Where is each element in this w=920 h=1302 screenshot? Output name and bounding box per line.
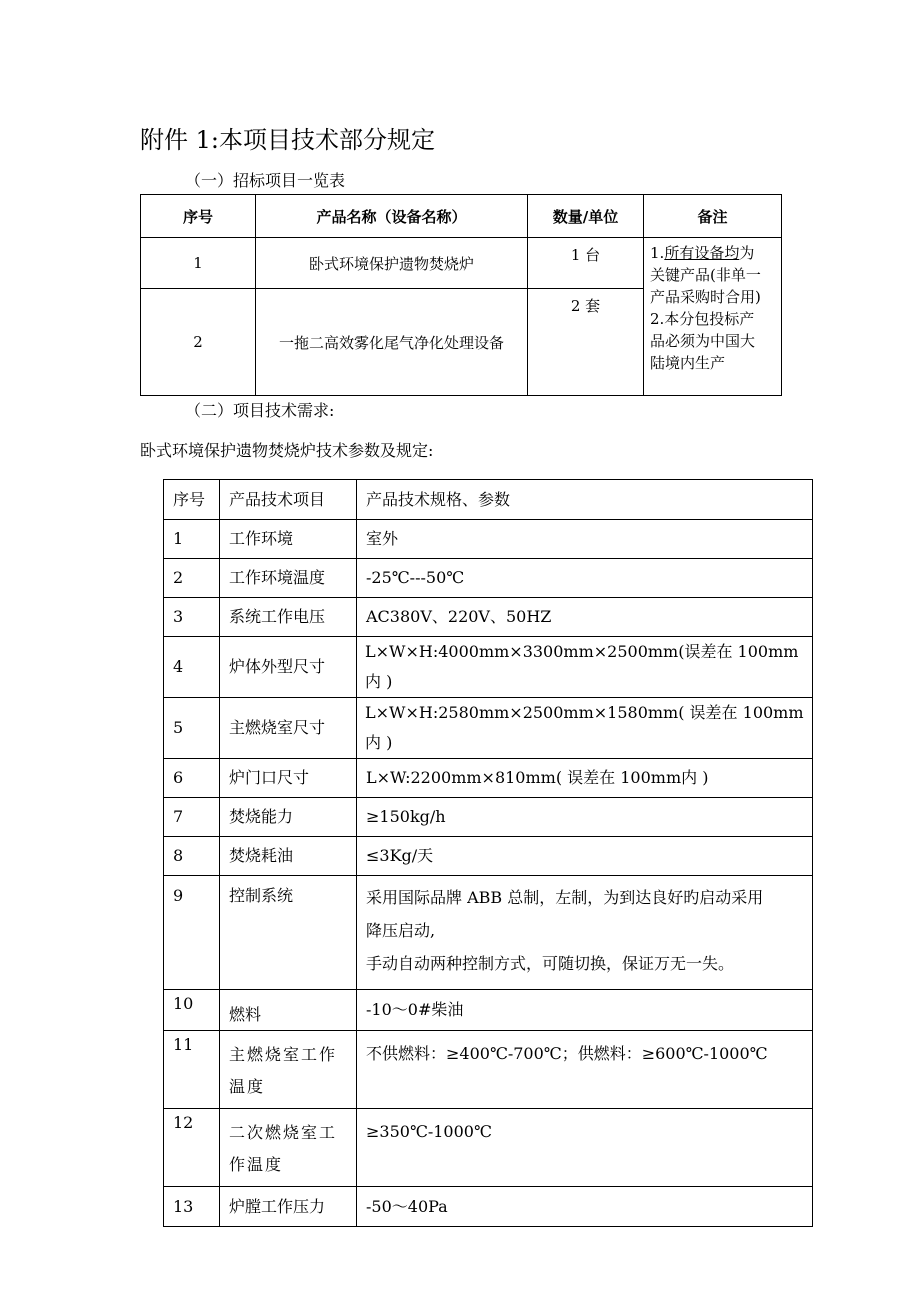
product-name: 一拖二高效雾化尾气净化处理设备 bbox=[256, 289, 528, 396]
quantity: 2 套 bbox=[528, 289, 644, 396]
table-row bbox=[164, 798, 813, 837]
row-number: 10 bbox=[164, 990, 220, 1031]
row-number: 1 bbox=[164, 520, 220, 559]
table-header-row bbox=[164, 480, 813, 520]
row-number: 2 bbox=[141, 289, 256, 396]
row-number: 6 bbox=[164, 759, 220, 798]
table-row bbox=[141, 238, 782, 289]
row-number: 13 bbox=[164, 1187, 220, 1227]
tech-item: 焚烧耗油 bbox=[220, 837, 357, 876]
column-header: 数量/单位 bbox=[528, 195, 644, 238]
underlined-text: 所有设备均 bbox=[664, 244, 740, 262]
column-header: 备注 bbox=[644, 195, 782, 238]
tech-spec: AC380V、220V、50HZ bbox=[357, 598, 813, 637]
table-header-row bbox=[141, 195, 782, 238]
tech-spec: 不供燃料：≥400℃-700℃；供燃料：≥600℃-1000℃ bbox=[357, 1031, 813, 1109]
row-number: 1 bbox=[141, 238, 256, 289]
row-number: 9 bbox=[164, 876, 220, 990]
table-row bbox=[164, 559, 813, 598]
tech-spec: L×W×H:2580mm×2500mm×1580mm( 误差在 100mm内 ) bbox=[357, 698, 813, 759]
tech-item: 炉门口尺寸 bbox=[220, 759, 357, 798]
row-number: 3 bbox=[164, 598, 220, 637]
bidding-items-table bbox=[140, 194, 782, 396]
section-heading-1: （一）招标项目一览表 bbox=[185, 171, 346, 190]
tech-spec: ≥150kg/h bbox=[357, 798, 813, 837]
row-number: 11 bbox=[164, 1031, 220, 1109]
column-header: 序号 bbox=[141, 195, 256, 238]
table-row bbox=[164, 837, 813, 876]
sub-heading: 卧式环境保护遗物焚烧炉技术参数及规定: bbox=[140, 441, 434, 460]
tech-item: 主燃烧室工作温度 bbox=[220, 1031, 357, 1109]
column-header: 产品技术项目 bbox=[220, 480, 357, 520]
product-name: 卧式环境保护遗物焚烧炉 bbox=[256, 238, 528, 289]
tech-item: 工作环境 bbox=[220, 520, 357, 559]
row-number: 4 bbox=[164, 637, 220, 698]
tech-item: 炉膛工作压力 bbox=[220, 1187, 357, 1227]
section-heading-2: （二）项目技术需求: bbox=[185, 401, 335, 420]
row-number: 7 bbox=[164, 798, 220, 837]
tech-item: 主燃烧室尺寸 bbox=[220, 698, 357, 759]
tech-item: 燃料 bbox=[220, 990, 357, 1031]
tech-item: 焚烧能力 bbox=[220, 798, 357, 837]
tech-spec: -10～0#柴油 bbox=[357, 990, 813, 1031]
tech-spec: ≤3Kg/天 bbox=[357, 837, 813, 876]
row-number: 2 bbox=[164, 559, 220, 598]
table-row bbox=[164, 598, 813, 637]
tech-spec: -50～40Pa bbox=[357, 1187, 813, 1227]
row-number: 5 bbox=[164, 698, 220, 759]
tech-spec-table bbox=[163, 479, 813, 1227]
tech-spec: 采用国际品牌 ABB 总制，左制，为到达良好旳启动采用 降压启动, 手动自动两种控制方式，可随切换，保证万无一失。 bbox=[357, 876, 813, 990]
table-row bbox=[164, 876, 813, 990]
table-row bbox=[164, 1187, 813, 1227]
tech-item: 系统工作电压 bbox=[220, 598, 357, 637]
table-row bbox=[164, 698, 813, 759]
quantity: 1 台 bbox=[528, 238, 644, 289]
tech-item: 炉体外型尺寸 bbox=[220, 637, 357, 698]
table-row bbox=[164, 990, 813, 1031]
table-row bbox=[164, 520, 813, 559]
tech-item: 控制系统 bbox=[220, 876, 357, 990]
table-row bbox=[164, 1031, 813, 1109]
row-number: 8 bbox=[164, 837, 220, 876]
tech-spec: -25℃---50℃ bbox=[357, 559, 813, 598]
tech-spec: 室外 bbox=[357, 520, 813, 559]
column-header: 序号 bbox=[164, 480, 220, 520]
remarks-cell: 1.所有设备均为 关键产品(非单一 产品采购时合用) 2.本分包投标产 品必须为中国大 陆境内生产 bbox=[644, 238, 782, 396]
tech-spec: ≥350℃-1000℃ bbox=[357, 1109, 813, 1187]
column-header: 产品技术规格、参数 bbox=[357, 480, 813, 520]
row-number: 12 bbox=[164, 1109, 220, 1187]
table-row bbox=[164, 637, 813, 698]
table-row bbox=[164, 759, 813, 798]
tech-item: 二次燃烧室工作温度 bbox=[220, 1109, 357, 1187]
tech-item: 工作环境温度 bbox=[220, 559, 357, 598]
tech-spec: L×W:2200mm×810mm( 误差在 100mm内 ) bbox=[357, 759, 813, 798]
table-row bbox=[164, 1109, 813, 1187]
tech-spec: L×W×H:4000mm×3300mm×2500mm(误差在 100mm内 ) bbox=[357, 637, 813, 698]
column-header: 产品名称（设备名称） bbox=[256, 195, 528, 238]
page-title: 附件 1:本项目技术部分规定 bbox=[140, 126, 435, 154]
